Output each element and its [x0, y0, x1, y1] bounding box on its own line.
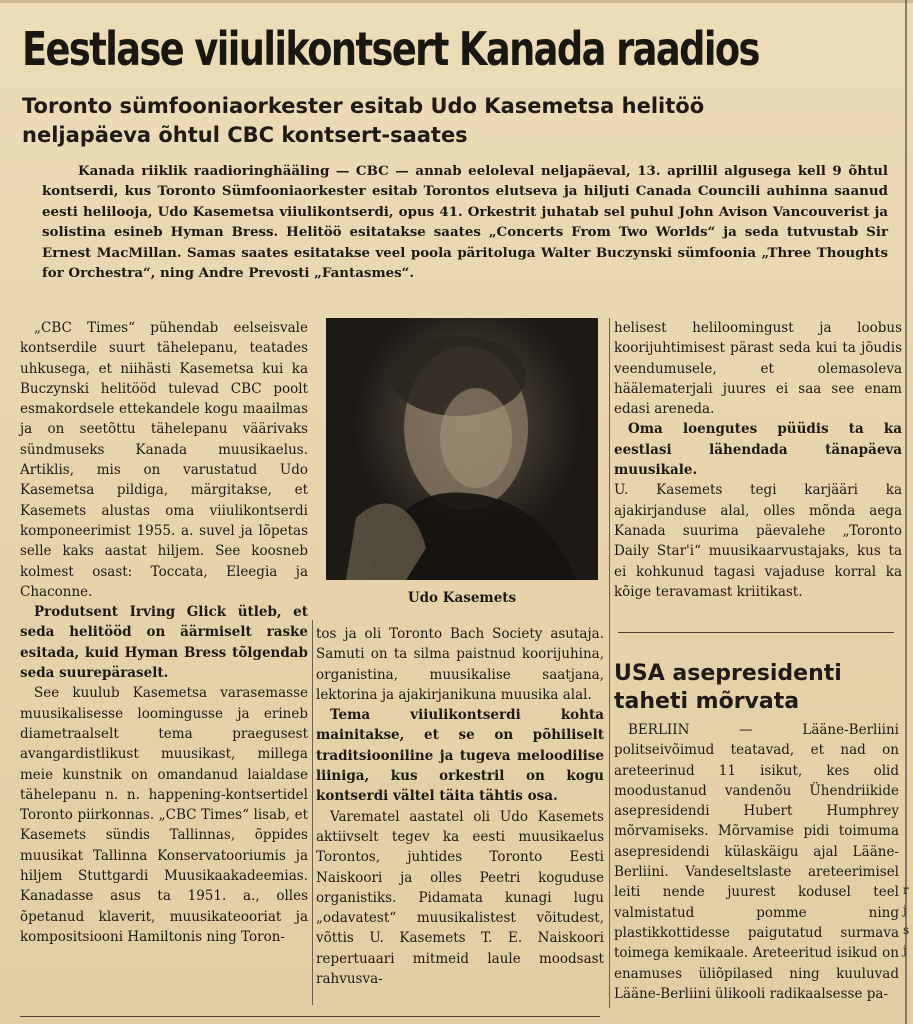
- edge-letter: j: [903, 903, 907, 917]
- column-left: [20, 318, 308, 947]
- col1-paragraph-2: Produtsent Irving Glick ütleb, et seda helitööd on äärmiselt raske esitada, kuid Hyman Bress tõlgendab seda suurepäraselt.: [20, 604, 308, 682]
- subheadline: [22, 92, 822, 150]
- column-middle: [316, 624, 604, 989]
- headline: Eestlase viiulikontsert Kanada raadios: [22, 22, 759, 76]
- lead-paragraph: [42, 161, 888, 283]
- photo-caption: Udo Kasemets: [407, 590, 517, 606]
- col3-paragraph-2: Oma loengutes püüdis ta ka eestlasi lähendada tänapäeva muusikale.: [614, 421, 902, 479]
- usa-headline: [614, 660, 904, 716]
- top-edge: [0, 0, 913, 3]
- edge-letter: r: [903, 883, 909, 897]
- usa-headline-line-2: taheti mõrvata: [614, 689, 800, 714]
- lead-text: Kanada riiklik raadioringhääling — CBC — annab eeloleval neljapäeval, 13. aprillil algusega kell 9 õhtul kontserdi, kus Toronto Sümfooniaorkester esitab Torontos elutseva ja hiljuti Canada Councili auhinna saanud eesti helilooja, Udo Kasemetsa viiulikontserdi, opus 41. Orkestrit juhatab sel puhul John Avison Vancouverist ja solistina esineb Hyman Bress. Helitöö esitatakse saates „Concerts From Two Worlds“ ja seda tutvustab Sir Ernest MacMillan. Samas saates esitatakse veel poola päritoluga Walter Buczynski sümfoonia „Three Thoughts for Orchestra“, ning Andre Prevosti „Fantasmes“.: [42, 163, 888, 282]
- subheadline-line-2: neljapäeva õhtul CBC kontsert-saates: [22, 123, 468, 147]
- usa-paragraph: BERLIIN — Lääne-Berliini politseivõimud teatavad, et nad on areteerinud 11 isikut, kes olid moodustanud vandenõu Ühendriikide asepresidendi Hubert Humphrey mõrvamiseks. Mõrvamise pidi toimuma asepresidendi külaskäigu ajal Lääne-Berliini. Vandeseltslaste areteerimisel leiti nende juurest kodusel teel valmistatud pomme ning plastikkottidesse paigutatud surmava toimega kemikaale. Areteeritud isikud on enamuses üliõpilased ning kuuluvad Lääne-Berliini ülikooli radikaalsesse pa-: [614, 722, 899, 1002]
- next-column-fragment: [903, 880, 913, 960]
- col2-paragraph-1: tos ja oli Toronto Bach Society asutaja. Samuti on ta silma paistnud koorijuhina, organistina, muusikalise saatjana, lektorina ja ajakirjanikuna muusika alal.: [316, 626, 604, 703]
- bottom-rule: [20, 1016, 600, 1017]
- column-divider-2: [609, 318, 610, 1008]
- column-right: [614, 318, 902, 602]
- page-fold-line: [905, 0, 907, 1024]
- portrait-photo: [326, 318, 598, 580]
- usa-article-body: [614, 720, 899, 1004]
- col1-paragraph-3: See kuulub Kasemetsa varasemasse muusikalisesse loomingusse ja erineb diametraalselt tema praegusest avangardistlikust muusikast, millega meie kunstnik on omandanud laialdase tähelepanu n. n. happening-kontsertidel Toronto piirkonnas. „CBC Times“ lisab, et Kasemets sündis Tallinnas, õppides muusikat Tallinna Konservatooriumis ja hiljem Stuttgardi Muusikaakadeemias. Kanadasse asus ta 1951. a., olles õpetanud klaverit, muusikateooriat ja kompositsiooni Hamiltonis ning Toron-: [20, 685, 308, 945]
- col1-paragraph-1: „CBC Times“ pühendab eelseisvale kontserdile suurt tähelepanu, teatades uhkusega, et niihästi Kasemetsa kui ka Buczynski helitööd tulevad CBC poolt esmakordsele ettekandele kogu maailmas ja on seetõttu tähelepanu väärivaks sündmuseks Kanada muusikaelus. Artiklis, mis on varustatud Udo Kasemetsa pildiga, märgitakse, et Kasemets alustas oma viiulikontserdi komponeerimist 1955. a. suvel ja lõpetas selle kaks aastat hiljem. See koosneb kolmest osast: Toccata, Eleegia ja Chaconne.: [20, 320, 308, 600]
- article-divider: [618, 632, 894, 633]
- col2-paragraph-3: Varematel aastatel oli Udo Kasemets aktiivselt tegev ka eesti muusikaelus Torontos, juhtides Toronto Eesti Naiskoori ja olles Peetri koguduse organistiks. Pidamata kunagi lugu „odavatest“ muusikalistest võitudest, võttis U. Kasemets T. E. Naiskoori repertuaari mitmeid laule moodsast rahvusva-: [316, 808, 604, 988]
- col3-paragraph-3: U. Kasemets tegi karjääri ka ajakirjanduse alal, olles mõnda aega Kanada suurima päevalehe „Toronto Daily Star'i“ muusikaarvustajaks, kus ta ei kohkunud tagasi vajaduse korral ka kõige teravamast kriitikast.: [614, 482, 902, 600]
- col2-paragraph-2: Tema viiulikontserdi kohta mainitakse, et se on põhiliselt traditsiooniline ja tugeva meloodilise liiniga, kus orkestril on kogu kontserdi vältel täita tähtis osa.: [316, 707, 604, 805]
- col3-paragraph-1: helisest heliloomingust ja loobus koorijuhtimisest pärast seda kui ta jõudis veendumusele, et olemasoleva häälematerjali juures ei saa see enam edasi areneda.: [614, 320, 902, 418]
- usa-headline-line-1: USA asepresidenti: [614, 661, 842, 686]
- edge-letter: s: [903, 923, 910, 937]
- portrait-illustration: [326, 318, 598, 580]
- column-divider-1: [312, 620, 313, 1005]
- edge-letter: j: [903, 943, 907, 957]
- subheadline-line-1: Toronto sümfooniaorkester esitab Udo Kasemetsa helitöö: [22, 94, 705, 118]
